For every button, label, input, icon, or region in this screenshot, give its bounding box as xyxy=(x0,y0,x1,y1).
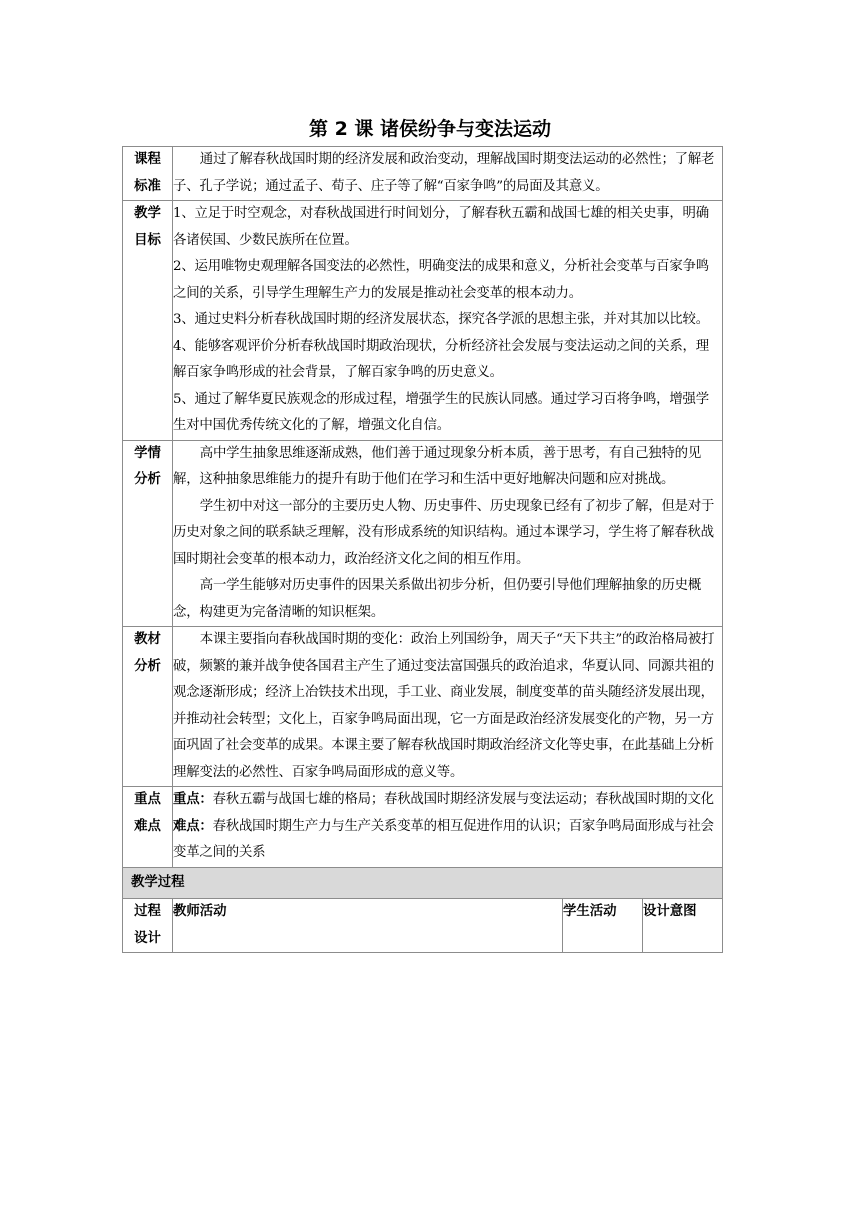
difficult-text: 春秋战国时期生产力与生产关系变革的相互促进作用的认识；百家争鸣局面形成与社会变革之间的关系 xyxy=(173,818,714,860)
row-standard xyxy=(123,147,723,201)
col-teacher-activity: 教师活动 xyxy=(173,899,563,953)
label-process: 过程 设计 xyxy=(123,899,173,953)
standard-text: 通过了解春秋战国时期的经济发展和政治变动，理解战国时期变法运动的必然性；了解老子、孔子学说；通过孟子、荀子、庄子等了解“百家争鸣”的局面及其意义。 xyxy=(173,152,715,194)
page-title: 第 2 课 诸侯纷争与变法运动 xyxy=(308,118,552,140)
label-keypoints: 重点 难点 xyxy=(123,787,173,868)
difficult-point xyxy=(173,814,722,867)
label-material: 教材 分析 xyxy=(123,627,173,787)
lesson-plan-table xyxy=(122,146,723,953)
process-section-title: 教学过程 xyxy=(123,867,723,899)
label-goals: 教学 目标 xyxy=(123,201,173,441)
col-design-intent: 设计意图 xyxy=(643,899,723,953)
label-learners: 学情 分析 xyxy=(123,440,173,627)
row-keypoints xyxy=(123,787,723,868)
row-material xyxy=(123,627,723,787)
key-label: 重点： xyxy=(173,792,213,807)
goal-item: 2、运用唯物史观理解各国变法的必然性，明确变法的成果和意义，分析社会变革与百家争鸣之间的关系，引导学生理解生产力的发展是推动社会变革的根本动力。 xyxy=(173,259,709,301)
difficult-label: 难点： xyxy=(173,818,213,834)
material-text: 本课主要指向春秋战国时期的变化：政治上列国纷争，周天子“天下共主”的政治格局被打破，频繁的兼并战争使各国君主产生了通过变法富国强兵的政治追求，华夏认同、同源共祖的观念逐渐形成；经济上冶铁技术出现，手工业、商业发展，制度变革的苗头随经济发展出现，并推动社会转型；文化上，百家争鸣局面出现，它一方面是政治经济发展变化的产物，另一方面巩固了社会变革的成果。本课主要了解春秋战国时期政治经济文化等史事，在此基础上分析理解变法的必然性、百家争鸣局面形成的意义等。 xyxy=(173,632,715,780)
learners-paragraph: 高一学生能够对历史事件的因果关系做出初步分析，但仍要引导他们理解抽象的历史概念，构建更为完备清晰的知识框架。 xyxy=(173,578,702,620)
label-standard: 课程 标准 xyxy=(123,147,173,201)
learners-paragraph: 高中学生抽象思维逐渐成熟，他们善于通过现象分析本质，善于思考，有自己独特的见解，这种抽象思维能力的提升有助于他们在学习和生活中更好地解决问题和应对挑战。 xyxy=(173,445,702,487)
row-process-design xyxy=(123,899,723,953)
goal-item: 5、通过了解华夏民族观念的形成过程，增强学生的民族认同感。通过学习百将争鸣，增强学生对中国优秀传统文化的了解，增强文化自信。 xyxy=(173,391,709,433)
learners-paragraph: 学生初中对这一部分的主要历史人物、历史事件、历史现象已经有了初步了解，但是对于历史对象之间的联系缺乏理解，没有形成系统的知识结构。通过本课学习，学生将了解春秋战国时期社会变革的根本动力，政治经济文化之间的相互作用。 xyxy=(173,498,715,567)
row-process-heading xyxy=(123,867,723,899)
row-learners xyxy=(123,440,723,627)
key-point xyxy=(173,787,722,814)
row-goals xyxy=(123,201,723,441)
goal-item: 4、能够客观评价分析春秋战国时期政治现状，分析经济社会发展与变法运动之间的关系，理解百家争鸣形成的社会背景，了解百家争鸣的历史意义。 xyxy=(173,338,709,380)
goal-item: 3、通过史料分析春秋战国时期的经济发展状态，探究各学派的思想主张，并对其加以比较。 xyxy=(173,312,709,327)
col-student-activity: 学生活动 xyxy=(563,899,643,953)
key-text: 春秋五霸与战国七雄的格局；春秋战国时期经济发展与变法运动；春秋战国时期的文化 xyxy=(212,792,714,807)
goal-item: 1、立足于时空观念，对春秋战国进行时间划分，了解春秋五霸和战国七雄的相关史事，明确各诸侯国、少数民族所在位置。 xyxy=(173,206,709,248)
